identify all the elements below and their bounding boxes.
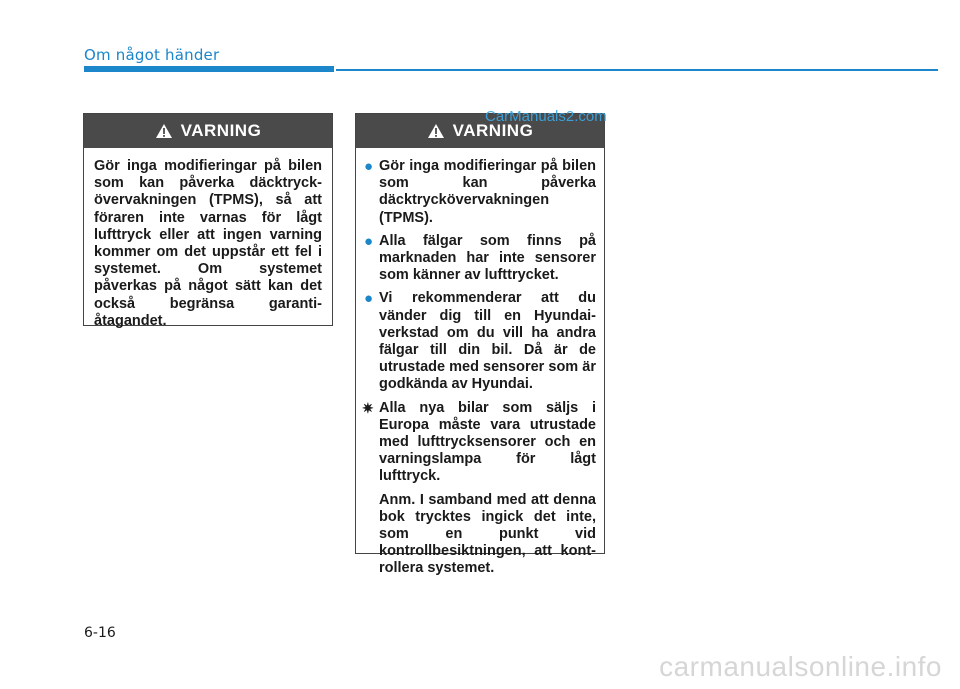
bullet-dot-icon: ●	[364, 158, 374, 175]
warning-triangle-icon	[155, 123, 173, 139]
remark-text: Anm. I samband med att denna bok trycktes ingick det inte, som en punkt vid kontrollbesiktningen, att kont-rollera systemet.	[379, 491, 596, 577]
bullet-text: Vi rekommenderar att du vänder dig till en Hyundai-verkstad om du vill ha andra fälgar till din bil. Då är de utrustade med sensorer som är godkända av Hyundai.	[379, 290, 596, 393]
bullet-dot-icon: ●	[364, 290, 374, 308]
page-number: 6-16	[84, 625, 116, 641]
warning-bullet-list	[356, 148, 604, 486]
warning-text: Gör inga modifieringar på bilen som kan påverka däcktryck-övervakningen (TPMS), så att föraren inte varnas för lågt lufttryck eller att ingen varning kommer om det uppstår ett fel i systemet. Om systemet påverkas på något sätt kan det också begränsa garanti-åtagandet.	[94, 158, 322, 329]
list-item	[364, 290, 596, 393]
bullet-dot-icon: ●	[364, 232, 374, 250]
warning-triangle-icon	[427, 123, 445, 139]
section-title: Om något händer	[84, 46, 220, 64]
watermark-text: CarManuals2.com	[485, 108, 607, 125]
warning-box-tpms-modification	[83, 113, 333, 329]
list-item	[364, 233, 596, 285]
bullet-text: Gör inga modifieringar på bilen som kan påverka däcktryckövervakningen (TPMS).	[379, 158, 596, 226]
header-rule-thin	[336, 69, 938, 71]
bullet-text: Alla fälgar som finns på marknaden har inte sensorer som känner av lufttrycket.	[379, 232, 596, 284]
asterisk-icon: ✷	[362, 399, 374, 416]
list-item	[364, 400, 596, 486]
warning-heading: VARNING	[180, 121, 262, 140]
warning-header	[84, 114, 332, 148]
footer-watermark: carmanualsonline.info	[659, 651, 942, 682]
star-note-text: Alla nya bilar som säljs i Europa måste vara utrustade med lufttrycksensorer och en varningslampa för lågt lufttryck.	[379, 399, 596, 485]
warning-box-tpms-details	[355, 113, 605, 577]
list-item	[364, 158, 596, 227]
warning-heading: VARNING	[452, 121, 534, 140]
header-rule-thick	[84, 66, 334, 72]
